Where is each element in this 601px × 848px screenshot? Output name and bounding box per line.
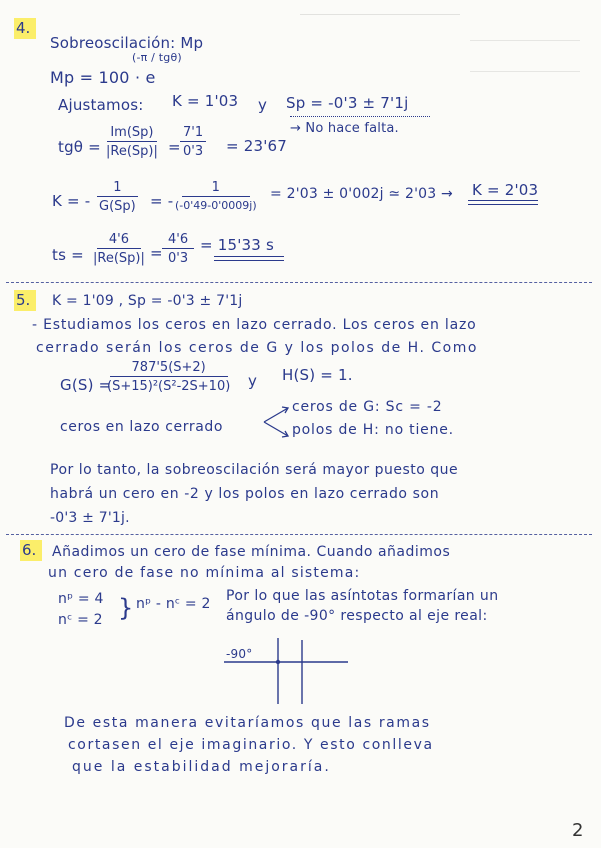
h-equation: H(S) = 1. <box>282 366 353 384</box>
tg-denominator-value: 0'3 <box>183 144 204 159</box>
section-divider <box>6 534 592 535</box>
s5-conclusion-1: Por lo tanto, la sobreoscilación será mayor puesto que <box>50 462 459 478</box>
k-final-underline <box>468 200 538 201</box>
g-numerator: 787'5(S+2) <box>110 360 228 377</box>
s6-end-2: cortasen el eje imaginario. Y esto conlleva <box>68 737 434 753</box>
k-lhs: K = - <box>52 192 91 210</box>
mp-formula: Mp = 100 · e <box>50 68 156 87</box>
branch-arrows <box>262 402 292 442</box>
adjust-sp: Sp = -0'3 ± 7'1j <box>286 94 409 112</box>
overshoot-heading: Sobreoscilación: Mp <box>50 34 204 52</box>
asymptote-line-1: Por lo que las asíntotas formarían un <box>226 588 499 604</box>
ts-underline-2 <box>214 260 284 261</box>
branch-zeros-of-g: ceros de G: Sc = -2 <box>292 399 443 415</box>
g-fraction <box>104 360 233 394</box>
s6-line-1: Añadimos un cero de fase mínima. Cuando añadimos <box>52 544 451 560</box>
ts-fraction <box>90 232 148 266</box>
k-denominator-value: (-0'49-0'0009j) <box>175 199 257 212</box>
g-h-y: y <box>248 372 258 390</box>
ts-fraction-values <box>162 232 194 266</box>
k-numerator-value: 1 <box>182 180 250 197</box>
angle-label: -90° <box>226 647 253 661</box>
k-final-underline-2 <box>468 204 538 205</box>
tg-lhs: tgθ = <box>58 138 101 156</box>
section-6-number: 6. <box>20 540 42 561</box>
adjust-k: K = 1'03 <box>172 92 239 110</box>
mp-exponent: (-π / tgθ) <box>132 51 182 64</box>
ts-numerator: 4'6 <box>97 232 141 249</box>
s5-conclusion-2: habrá un cero en -2 y los polos en lazo cerrado son <box>50 486 440 502</box>
adjust-label: Ajustamos: <box>58 96 144 114</box>
tg-numerator-value: 7'1 <box>180 125 206 142</box>
s5-conclusion-3: -0'3 ± 7'1j. <box>50 510 130 526</box>
nc-count: nᶜ = 2 <box>58 612 103 628</box>
s6-end-3: que la estabilidad mejoraría. <box>72 759 331 775</box>
ts-equals: = <box>150 244 163 262</box>
ts-lhs: ts = <box>52 246 84 264</box>
ts-denominator-value: 0'3 <box>168 251 189 266</box>
k-mid: = - <box>150 192 174 210</box>
s6-end-1: De esta manera evitaríamos que las ramas <box>64 715 431 731</box>
k-numerator: 1 <box>97 180 137 197</box>
tg-note: → No hace falta. <box>290 121 399 136</box>
ts-underline <box>214 256 284 257</box>
section-divider <box>6 282 592 283</box>
show-through <box>300 14 460 23</box>
section-4-number: 4. <box>14 18 36 39</box>
g-denominator: (S+15)²(S²-2S+10) <box>107 379 231 394</box>
page-number: 2 <box>572 820 584 841</box>
s6-line-2: un cero de fase no mínima al sistema: <box>48 565 361 581</box>
show-through <box>470 40 580 72</box>
tg-fraction <box>103 125 161 159</box>
ts-numerator-value: 4'6 <box>162 232 194 249</box>
ts-denominator: |Re(Sp)| <box>93 251 145 266</box>
brace: } <box>118 594 134 622</box>
k-fraction-values <box>172 180 260 212</box>
asymptote-line-2: ángulo de -90° respecto al eje real: <box>226 608 488 624</box>
np-count: nᵖ = 4 <box>58 591 104 607</box>
s5-header: K = 1'09 , Sp = -0'3 ± 7'1j <box>52 293 243 309</box>
ts-result: = 15'33 s <box>200 236 275 254</box>
k-denominator: G(Sp) <box>99 199 136 214</box>
tg-denominator: |Re(Sp)| <box>106 144 158 159</box>
tg-result: = 23'67 <box>226 137 288 155</box>
tg-numerator: Im(Sp) <box>107 125 156 142</box>
s5-line-2: cerrado serán los ceros de G y los polos de H. Como <box>36 340 478 356</box>
k-fraction <box>96 180 139 214</box>
tg-equals: = <box>168 138 181 156</box>
tg-fraction-values <box>180 125 206 159</box>
adjust-sp-underline <box>290 116 430 117</box>
g-lhs: G(S) = <box>60 376 112 394</box>
k-result: = 2'03 ± 0'002j ≃ 2'03 → <box>270 186 453 202</box>
np-minus-nc: nᵖ - nᶜ = 2 <box>136 596 211 612</box>
branch-poles-of-h: polos de H: no tiene. <box>292 422 454 438</box>
section-5-number: 5. <box>14 290 36 311</box>
closed-loop-zeros-label: ceros en lazo cerrado <box>60 419 224 435</box>
adjust-y: y <box>258 96 268 114</box>
s5-line-1: - Estudiamos los ceros en lazo cerrado. Los ceros en lazo <box>32 317 477 333</box>
k-final: K = 2'03 <box>472 181 539 199</box>
